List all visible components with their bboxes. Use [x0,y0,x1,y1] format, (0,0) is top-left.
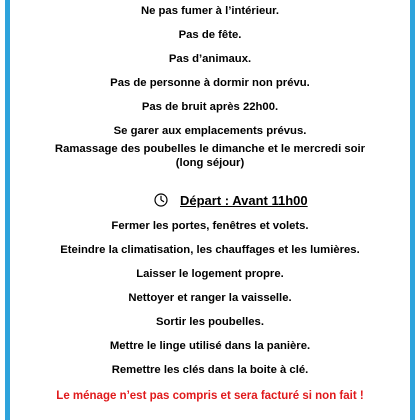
cleaning-warning: Le ménage n’est pas compris et sera facturé si non fait ! [56,390,364,402]
rule-trash-collection: Ramassage des poubelles le dimanche et le mercredi soir (long séjour) [54,143,366,169]
departure-title: Départ : Avant 11h00 [180,193,308,208]
departure-item-clean: Laisser le logement propre. [136,268,284,280]
departure-heading [18,192,402,210]
rule-no-pets: Pas d’animaux. [168,53,252,65]
departure-item-dishes: Nettoyer et ranger la vaisselle. [128,292,292,304]
right-border-decoration [410,0,415,420]
left-border-decoration [5,0,10,420]
departure-item-linen: Mettre le linge utilisé dans la panière. [109,340,311,352]
rule-no-party: Pas de fête. [178,29,242,41]
rule-no-noise: Pas de bruit après 22h00. [141,101,279,113]
rule-no-extra-guests: Pas de personne à dormir non prévu. [110,77,310,89]
rule-parking: Se garer aux emplacements prévus. [113,125,307,137]
departure-item-trash: Sortir les poubelles. [156,316,264,328]
rule-no-smoking: Ne pas fumer à l’intérieur. [140,5,280,17]
departure-item-close-doors: Fermer les portes, fenêtres et volets. [111,220,309,232]
clock-icon [154,193,168,207]
departure-item-turn-off: Eteindre la climatisation, les chauffages et les lumières. [60,244,360,256]
document-content [18,0,402,420]
departure-item-keys: Remettre les clés dans la boite à clé. [111,364,309,376]
